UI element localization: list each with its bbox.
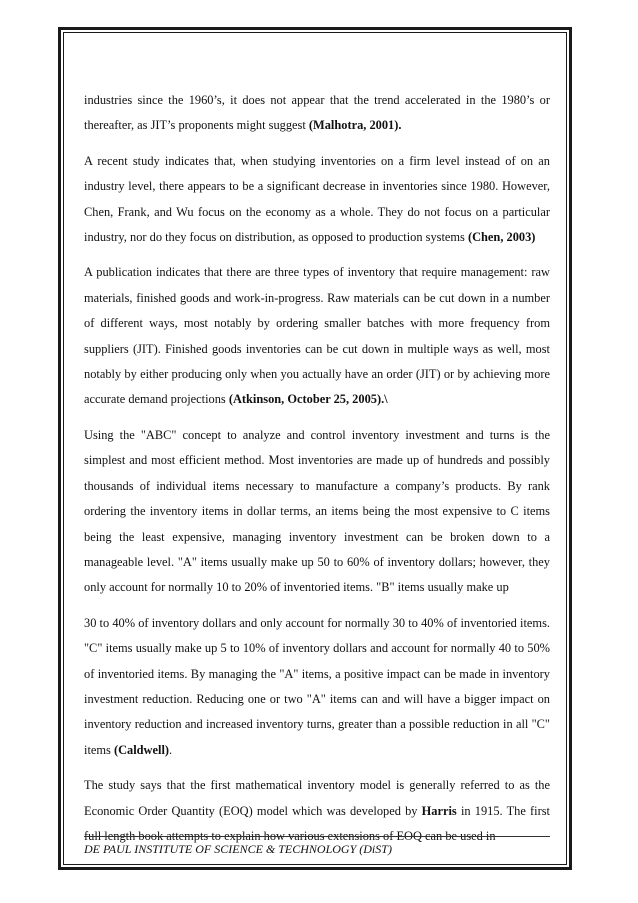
citation: (Chen, 2003): [467, 230, 536, 245]
paragraph-6: [84, 773, 550, 849]
paragraph-1: [84, 88, 550, 139]
paragraph-5: [84, 611, 550, 763]
citation: (Malhotra, 2001).: [308, 118, 402, 133]
paragraph-4: [84, 423, 550, 601]
paragraph-3: [84, 260, 550, 412]
document-body: [84, 88, 550, 859]
paragraph-2: [84, 149, 550, 251]
paragraph-text: The study says that the first mathematical inventory model is generally referred to as the Economic Order Quantity (EOQ) model which was developed by: [84, 778, 550, 818]
author-name: Harris: [421, 803, 457, 818]
paragraph-text: A publication indicates that there are three types of inventory that require management: raw materials, finished goods and work-in-progress. Raw materials can be cut down in a number of different ways, most notably by ordering smaller batches with more frequency from suppliers (JIT). Finished goods inventories can be cut down in multiple ways as well, most notably by either producing only when you actually have an order (JIT) or by achieving more accurate demand projections: [84, 265, 550, 407]
paragraph-text: Using the "ABC" concept to analyze and control inventory investment and turns is the simplest and most efficient method. Most inventories are made up of hundreds and possibly thousands of individual items necessary to manufacture a company’s products. By rank ordering the inventory items in dollar terms, an items being the most expensive to C items being the least expensive, managing inventory investment can be broken down to a manageable level. "A" items usually make up 50 to 60% of inventory dollars; however, they only account for normally 10 to 20% of inventoried items. "B" items usually make up: [84, 427, 550, 595]
citation: (Atkinson, October 25, 2005).\: [228, 392, 388, 407]
paragraph-text: .: [169, 742, 173, 757]
citation: (Caldwell): [113, 742, 170, 757]
paragraph-text: 30 to 40% of inventory dollars and only account for normally 30 to 40% of inventoried items. "C" items usually make up 5 to 10% of inventory dollars and account for normally 40 to 50% of inventoried items. By managing the "A" items, a positive impact can be made in inventory investment reduction. Reducing one or two "A" items can and will have a bigger impact on inventory reduction and increased inventory turns, greater than a possible reduction in all "C" items: [84, 615, 550, 757]
paragraph-text: A recent study indicates that, when studying inventories on a firm level instead of on an industry level, there appears to be a significant decrease in inventories since 1980. However, Chen, Frank, and Wu focus on the economy as a whole. They do not focus on a particular industry, nor do they focus on distribution, as opposed to production systems: [84, 153, 550, 245]
paragraph-text: industries since the 1960’s, it does not appear that the trend accelerated in the 1980’s or thereafter, as JIT’s proponents might suggest: [84, 93, 550, 133]
footer-divider: [84, 836, 550, 837]
footer-institution: DE PAUL INSTITUTE OF SCIENCE & TECHNOLOGY (DiST): [84, 842, 392, 856]
paragraph-text: in 1915. The first full length book attempts to explain how various extensions of EOQ can be used in: [84, 803, 550, 843]
